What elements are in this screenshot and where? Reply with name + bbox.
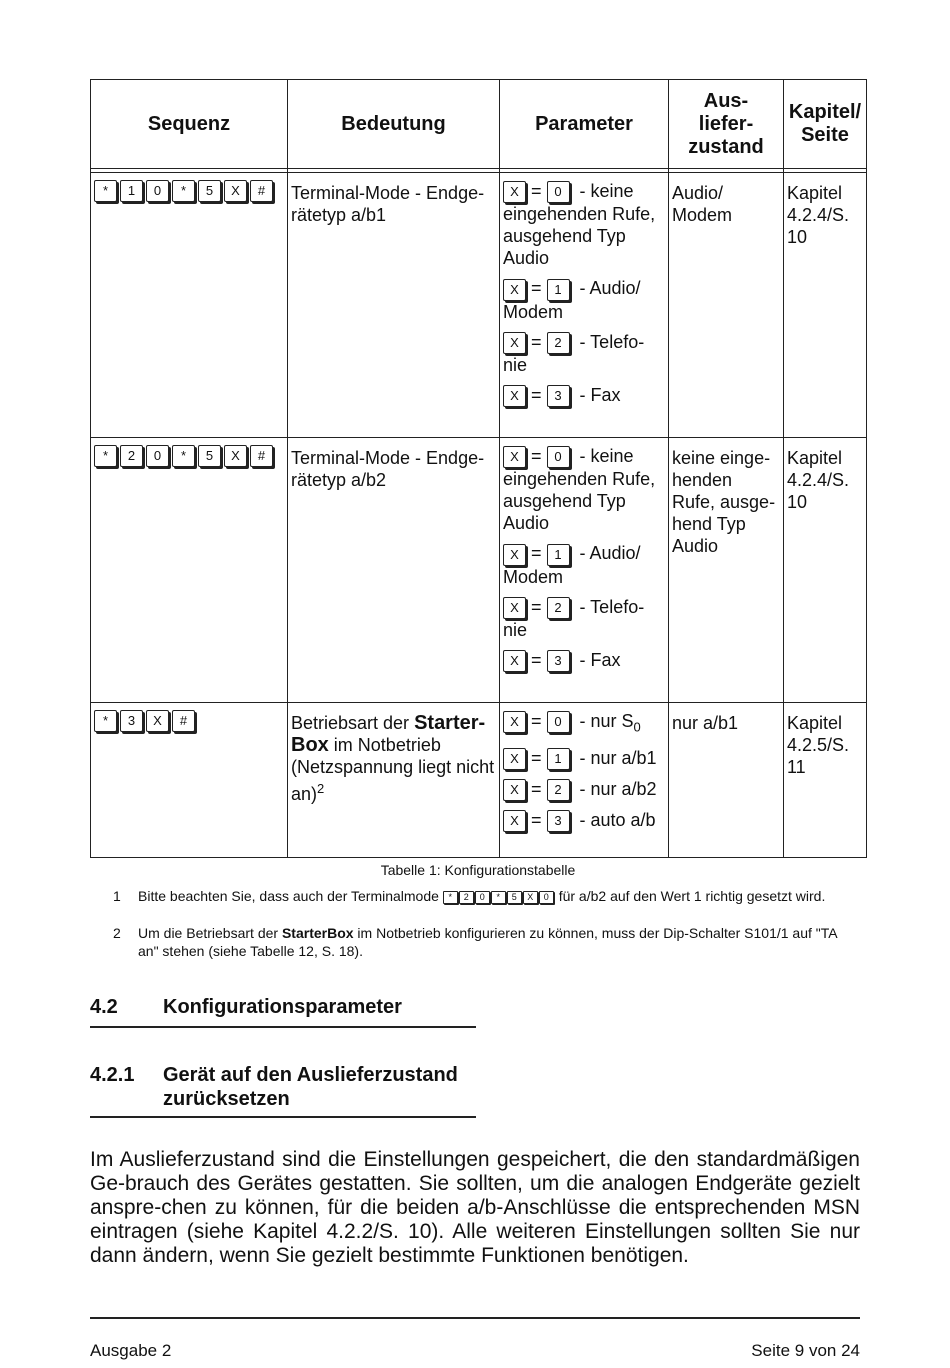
keypad-key: 3 (547, 810, 570, 832)
meaning-bold: Starter-Box (291, 712, 486, 756)
meaning-cell: Terminal-Mode - Endge-rätetyp a/b1 (288, 173, 500, 438)
table-row (91, 438, 867, 703)
parameter-text: - keine eingehenden Rufe, ausgehend Typ Audio (503, 181, 656, 269)
keypad-key: X (503, 810, 526, 832)
keypad-key: X (503, 385, 526, 407)
parameter-option (503, 809, 666, 832)
keypad-key: * (443, 891, 458, 904)
keypad-key: 1 (120, 180, 143, 202)
parameter-option (503, 277, 666, 322)
parameter-cell (500, 703, 669, 858)
header-bedeutung: Bedeutung (288, 80, 500, 169)
keypad-key: X (146, 710, 169, 732)
keypad-key: X (503, 544, 526, 566)
parameter-option (503, 331, 666, 376)
equals-sign: = (531, 649, 542, 670)
keypad-key: 5 (507, 891, 522, 904)
footnote-bold: StarterBox (281, 925, 354, 941)
subsection-title: Gerät auf den Auslieferzustand zurücksetzen (163, 1064, 458, 1110)
parameter-text: - Fax (574, 649, 621, 670)
section-rule (90, 1026, 476, 1028)
chapter-cell: Kapitel 4.2.4/S. 10 (784, 173, 867, 438)
keypad-key: 2 (547, 779, 570, 801)
footnote-text-pre: Bitte beachten Sie, dass auch der Terminalmode (138, 888, 439, 904)
keypad-key: X (503, 332, 526, 354)
keypad-key: # (172, 710, 195, 732)
keypad-key: 0 (539, 891, 554, 904)
equals-sign: = (531, 778, 542, 799)
parameter-text: - auto a/b (574, 810, 656, 831)
parameter-option (503, 445, 666, 534)
keypad-key: * (94, 710, 117, 732)
equals-sign: = (531, 711, 542, 731)
keypad-key: 3 (120, 710, 143, 732)
keypad-key: 0 (547, 181, 570, 203)
keypad-key: X (503, 597, 526, 619)
keypad-key: 5 (198, 180, 221, 202)
header-sequenz: Sequenz (91, 80, 288, 169)
parameter-option (503, 710, 666, 739)
keypad-key: 2 (547, 597, 570, 619)
keypad-key: 3 (547, 650, 570, 672)
footnote-1 (113, 887, 833, 923)
equals-sign: = (531, 543, 542, 564)
footer-edition: Ausgabe 2 (90, 1341, 172, 1360)
header-kapitel-seite: Kapitel/ Seite (784, 80, 867, 169)
footnote-text-post: für a/b2 auf den Wert 1 richtig gesetzt wird. (558, 888, 826, 904)
parameter-cell (500, 173, 669, 438)
equals-sign: = (531, 446, 542, 466)
keypad-key: * (94, 445, 117, 467)
parameter-text: - nur a/b1 (574, 747, 657, 768)
parameter-text: - nur S (574, 711, 634, 731)
keypad-key: 2 (120, 445, 143, 467)
parameter-text: - keine eingehenden Rufe, ausgehend Typ Audio (503, 446, 656, 534)
keypad-key: * (172, 180, 195, 202)
keypad-key: X (503, 748, 526, 770)
parameter-option (503, 384, 666, 407)
default-cell: nur a/b1 (669, 703, 784, 858)
subscript: 0 (633, 719, 641, 735)
default-cell: Audio/ Modem (669, 173, 784, 438)
keypad-key: 0 (475, 891, 490, 904)
equals-sign: = (531, 181, 542, 201)
equals-sign: = (531, 747, 542, 768)
keypad-key: X (503, 181, 526, 203)
keypad-key: * (172, 445, 195, 467)
footnote-number: 2 (113, 925, 121, 941)
parameter-text: - Audio/ Modem (503, 543, 641, 587)
keypad-key: * (94, 180, 117, 202)
parameter-option (503, 778, 666, 801)
keypad-key: X (503, 711, 526, 733)
keypad-key: 0 (146, 180, 169, 202)
keypad-key: 5 (198, 445, 221, 467)
default-cell: keine einge-henden Rufe, ausge-hend Typ Audio (669, 438, 784, 703)
meaning-text: Betriebsart der (291, 713, 415, 733)
parameter-text: - Telefo-nie (503, 331, 645, 375)
chapter-cell: Kapitel 4.2.5/S. 11 (784, 703, 867, 858)
header-parameter: Parameter (500, 80, 669, 169)
keypad-key: 0 (547, 711, 570, 733)
keypad-key: X (503, 650, 526, 672)
footnote-ref: 2 (317, 781, 325, 796)
table-row (91, 173, 867, 438)
keypad-key: 0 (146, 445, 169, 467)
table-row (91, 703, 867, 858)
section-number: 4.2 (90, 996, 118, 1018)
footnote-text-post: im Notbetrieb konfigurieren zu können, muss der Dip-Schalter S101/1 auf "TA an" stehen (siehe Tabelle 12, S. 18). (138, 925, 837, 959)
equals-sign: = (531, 384, 542, 405)
keypad-key: 2 (547, 332, 570, 354)
configuration-table (90, 79, 867, 858)
parameter-option (503, 542, 666, 587)
parameter-option (503, 747, 666, 770)
parameter-cell (500, 438, 669, 703)
keypad-key: 1 (547, 544, 570, 566)
keypad-key: 3 (547, 385, 570, 407)
keypad-key: * (491, 891, 506, 904)
equals-sign: = (531, 331, 542, 352)
parameter-option (503, 596, 666, 641)
footnote-key-sequence (443, 888, 555, 904)
parameter-text: - nur a/b2 (574, 778, 657, 799)
keypad-key: 2 (459, 891, 474, 904)
keypad-key: X (503, 779, 526, 801)
keypad-key: X (523, 891, 538, 904)
keypad-key: X (224, 180, 247, 202)
sequence-cell (91, 173, 288, 438)
sequence-cell (91, 438, 288, 703)
subsection-rule (90, 1116, 476, 1118)
equals-sign: = (531, 278, 542, 299)
footnote-number: 1 (113, 888, 121, 904)
parameter-text: - Fax (574, 384, 621, 405)
equals-sign: = (531, 810, 542, 831)
footer-page-number: Seite 9 von 24 (751, 1341, 860, 1360)
chapter-cell: Kapitel 4.2.4/S. 10 (784, 438, 867, 703)
section-title: Konfigurationsparameter (163, 996, 402, 1018)
footer-rule (90, 1317, 860, 1319)
equals-sign: = (531, 596, 542, 617)
keypad-key: X (503, 279, 526, 301)
keypad-key: 1 (547, 279, 570, 301)
keypad-key: X (503, 446, 526, 468)
meaning-text: im Notbetrieb (Netzspannung liegt nicht an) (291, 735, 495, 804)
keypad-key: 1 (547, 748, 570, 770)
keypad-key: X (224, 445, 247, 467)
parameter-option (503, 180, 666, 269)
table-caption: Tabelle 1: Konfigurationstabelle (380, 862, 576, 878)
parameter-text: - Telefo-nie (503, 596, 645, 640)
header-auslieferzustand: Aus- liefer- zustand (669, 80, 784, 169)
meaning-cell: Terminal-Mode - Endge-rätetyp a/b2 (288, 438, 500, 703)
table-header-row (91, 80, 867, 169)
subsection-number: 4.2.1 (90, 1064, 135, 1086)
footnote-text-pre: Um die Betriebsart der (138, 925, 282, 941)
meaning-cell (288, 703, 500, 858)
keypad-key: # (250, 180, 273, 202)
keypad-key: 0 (547, 446, 570, 468)
footnote-2 (113, 924, 837, 960)
parameter-option (503, 649, 666, 672)
parameter-text: - Audio/ Modem (503, 278, 641, 322)
body-paragraph: Im Auslieferzustand sind die Einstellungen gespeichert, die den standardmäßigen Ge-brauch des Gerätes gestatten. Sie sollten, um die analogen Endgeräte gezielt anspre-chen zu können, für die beiden a/b-Anschlüsse die entsprechenden MSN eintragen (siehe Kapitel 4.2.2/S. 10). Alle weiteren Einstellungen sollten Sie nur dann ändern, wenn Sie gezielt bestimmte Funktionen benötigen. (90, 1148, 860, 1267)
sequence-cell (91, 703, 288, 858)
keypad-key: # (250, 445, 273, 467)
